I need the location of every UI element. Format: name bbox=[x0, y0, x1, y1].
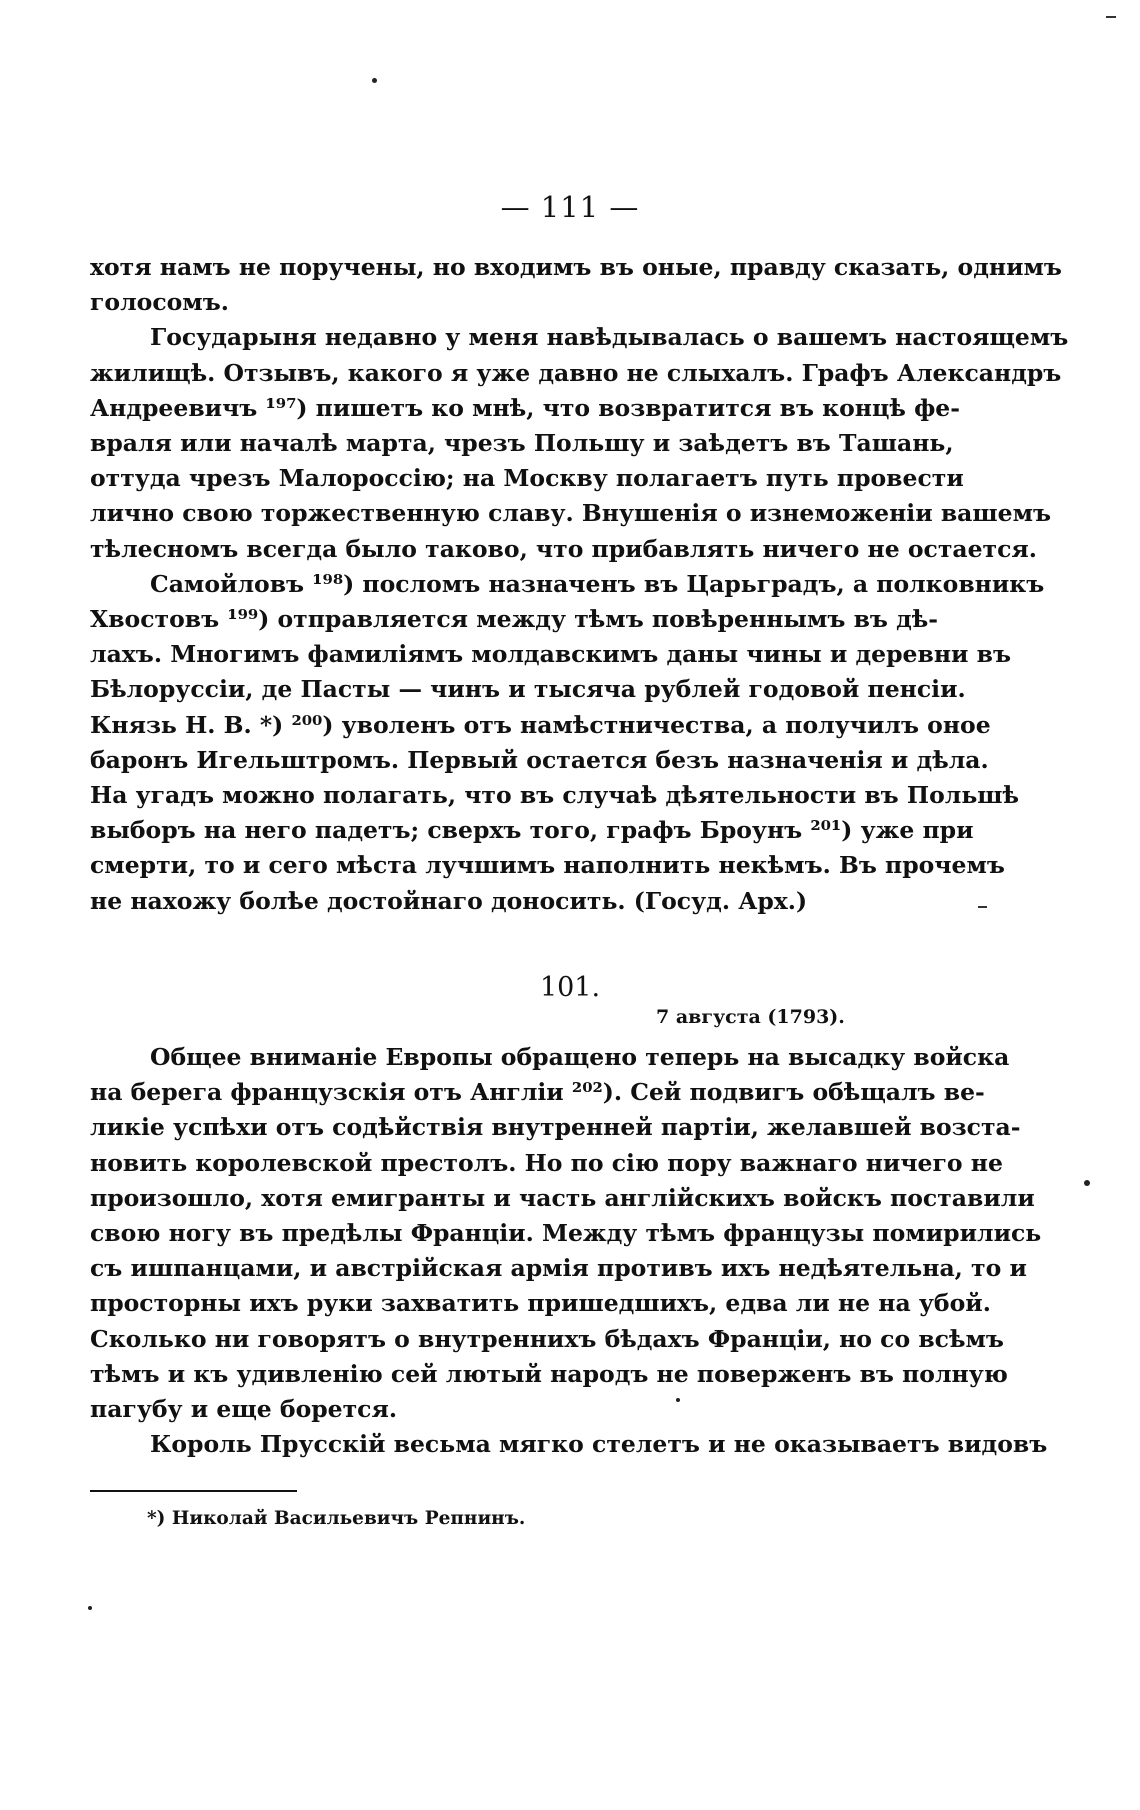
paragraph bbox=[90, 567, 1045, 919]
paragraph bbox=[90, 250, 1062, 320]
footnote: *) Николай Васильевичъ Репнинъ. bbox=[147, 1508, 526, 1529]
scan-mark bbox=[978, 906, 987, 908]
text-line: Бѣлоруссіи, де Пасты — чинъ и тысяча рублей годовой пенсіи. bbox=[90, 675, 966, 704]
document-number: 101. bbox=[539, 972, 601, 1003]
text-line: хотя намъ не поручены, но входимъ въ оные, правду сказать, однимъ bbox=[90, 253, 1062, 281]
text-line: Хвостовъ ¹⁹⁹) отправляется между тѣмъ повѣреннымъ въ дѣ- bbox=[90, 605, 939, 634]
text-line: Государыня недавно у меня навѣдывалась о вашемъ настоящемъ bbox=[150, 323, 1069, 352]
text-line: Сколько ни говорятъ о внутреннихъ бѣдахъ Франціи, но со всѣмъ bbox=[90, 1324, 1004, 1353]
text-line: оттуда чрезъ Малороссію; на Москву полагаетъ путь провести bbox=[90, 464, 964, 493]
text-line: На угадъ можно полагать, что въ случаѣ дѣятельности въ Польшѣ bbox=[90, 781, 1020, 810]
text-line: Король Прусскій весьма мягко стелетъ и не оказываетъ видовъ bbox=[150, 1430, 1048, 1459]
text-line: Самойловъ ¹⁹⁸) посломъ назначенъ въ Царьградъ, а полковникъ bbox=[150, 569, 1045, 598]
text-line: Князь Н. В. *) ²⁰⁰) уволенъ отъ намѣстничества, а получилъ оное bbox=[90, 710, 991, 739]
text-line: новить королевской престолъ. Но по сію пору важнаго ничего не bbox=[90, 1148, 1003, 1177]
text-block-lower bbox=[90, 1040, 1048, 1462]
scan-speck bbox=[88, 1606, 92, 1610]
text-line: враля или началѣ марта, чрезъ Польшу и заѣдетъ въ Ташань, bbox=[90, 429, 954, 458]
text-line: свою ногу въ предѣлы Франціи. Между тѣмъ французы помирились bbox=[90, 1219, 1042, 1248]
scan-speck bbox=[372, 78, 377, 83]
paragraph bbox=[90, 1427, 1048, 1462]
scan-speck bbox=[676, 1398, 680, 1402]
text-line: голосомъ. bbox=[90, 288, 229, 317]
text-line: просторны ихъ руки захватить пришедшихъ, едва ли не на убой. bbox=[90, 1289, 991, 1318]
text-line: съ ишпанцами, и австрійская армія противъ ихъ недѣятельна, то и bbox=[90, 1254, 1027, 1283]
text-line: баронъ Игельштромъ. Первый остается безъ назначенія и дѣла. bbox=[90, 745, 989, 774]
text-line: смерти, то и сего мѣста лучшимъ наполнить некѣмъ. Въ прочемъ bbox=[90, 851, 1005, 880]
document-date: 7 августа (1793). bbox=[656, 1006, 845, 1028]
text-line: не нахожу болѣе достойнаго доносить. (Госуд. Арх.) bbox=[90, 886, 808, 915]
text-line: жилищѣ. Отзывъ, какого я уже давно не слыхалъ. Графъ Александръ bbox=[90, 358, 1062, 387]
text-line: Андреевичъ ¹⁹⁷) пишетъ ко мнѣ, что возвратится въ концѣ фе- bbox=[90, 393, 960, 422]
page-number: — 111 — bbox=[500, 190, 640, 224]
text-line: лахъ. Многимъ фамиліямъ молдавскимъ даны чины и деревни въ bbox=[90, 640, 1011, 669]
text-line: выборъ на него падетъ; сверхъ того, графъ Броунъ ²⁰¹) уже при bbox=[90, 816, 974, 845]
text-line: произошло, хотя емигранты и часть англійскихъ войскъ поставили bbox=[90, 1183, 1035, 1212]
paragraph bbox=[90, 1040, 1042, 1427]
scan-speck bbox=[1084, 1180, 1090, 1186]
text-line: Общее вниманіе Европы обращено теперь на высадку войска bbox=[150, 1043, 1010, 1071]
text-block-upper bbox=[90, 250, 1069, 919]
text-line: тѣлесномъ всегда было таково, что прибавлять ничего не остается. bbox=[90, 534, 1037, 563]
text-line: тѣмъ и къ удивленію сей лютый народъ не поверженъ въ полную bbox=[90, 1359, 1008, 1388]
text-line: ликіе успѣхи отъ содѣйствія внутренней партіи, желавшей возста- bbox=[90, 1113, 1021, 1142]
text-line: пагубу и еще борется. bbox=[90, 1395, 398, 1424]
paragraph bbox=[90, 320, 1069, 566]
footnote-rule bbox=[90, 1490, 297, 1492]
scan-mark bbox=[1106, 16, 1116, 18]
text-line: лично свою торжественную славу. Внушенія о изнеможеніи вашемъ bbox=[90, 499, 1052, 528]
text-line: на берега французскія отъ Англіи ²⁰²). Сей подвигъ обѣщалъ ве- bbox=[90, 1078, 985, 1107]
